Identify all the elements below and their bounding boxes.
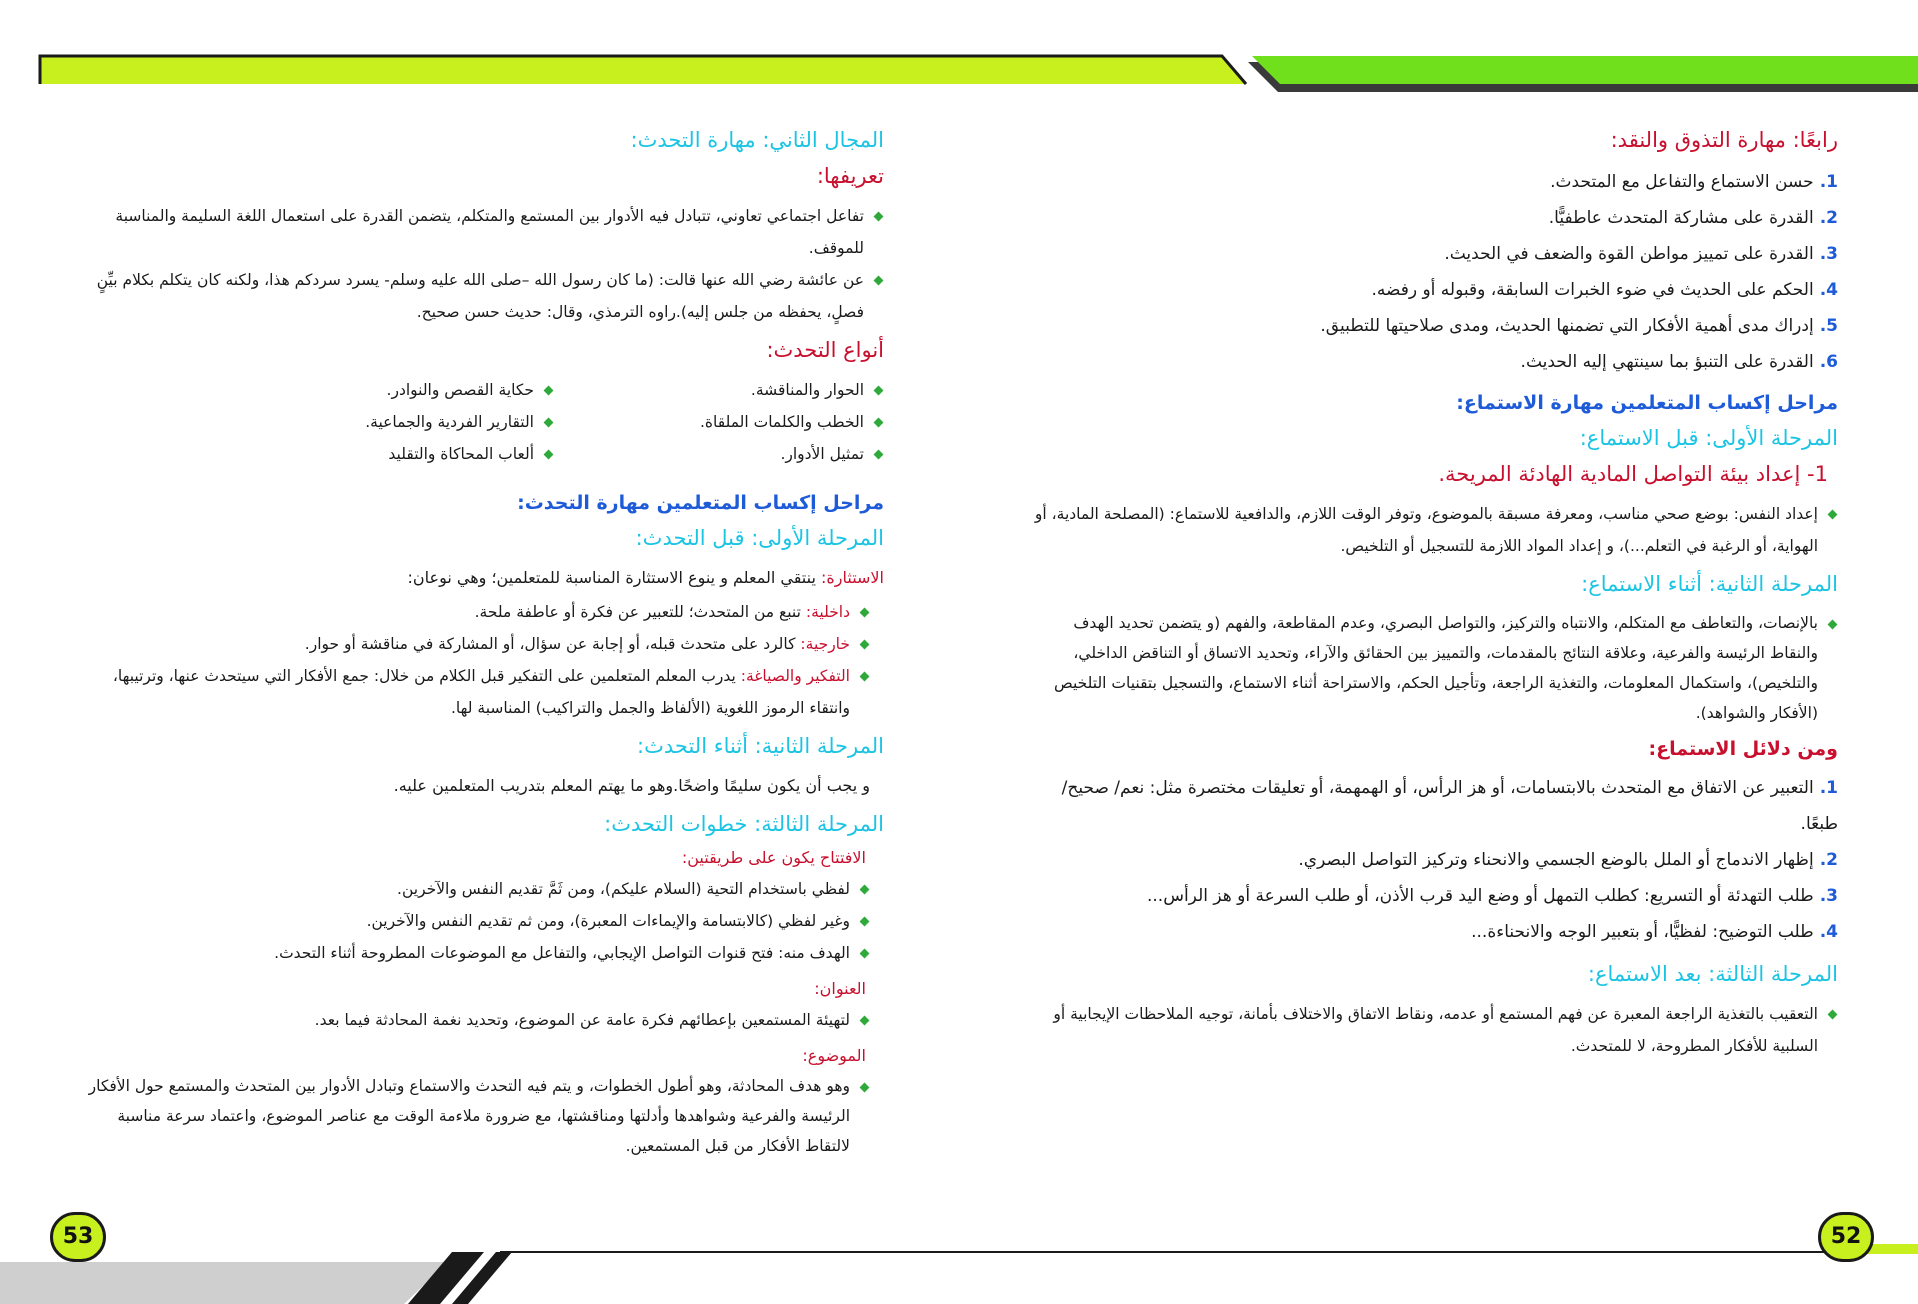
stimulus-paragraph	[72, 562, 884, 594]
list-item: 4.طلب التوضيح: لفظيًّا، أو بتعبير الوجه والانحناءة...	[1471, 922, 1838, 942]
page-number-left: 53	[50, 1212, 106, 1262]
header-band-right-green	[1252, 56, 1918, 84]
opening-list	[72, 873, 884, 969]
speaking-stages-title: مراحل إكساب المتعلمين مهارة التحدث:	[517, 492, 884, 514]
list-item: 3.طلب التهدئة أو التسريع: كطلب التمهل أو وضع اليد قرب الأذن، أو طلب السرعة أو هز الرأس...	[1147, 886, 1838, 906]
speaking-domain-title: المجال الثاني: مهارة التحدث:	[630, 128, 884, 152]
stimulus-list	[72, 596, 884, 724]
list-item: 4.الحكم على الحديث في ضوء الخبرات السابقة، وقبوله أو رفضه.	[1371, 280, 1838, 300]
speaking-stage-1-title: المرحلة الأولى: قبل التحدث:	[635, 526, 884, 550]
footer-wedge-left	[0, 1262, 448, 1304]
list-item: 2.القدرة على مشاركة المتحدث عاطفيًّا.	[1548, 208, 1838, 228]
list-item: وهو هدف المحادثة، وهو أطول الخطوات، و يتم فيه التحدث والاستماع وتبادل الأدوار بين المتحدث والمستمع حول الأفكار الرئيسة والفرعية وشواهدها وأدلتها ومناقشتها، مع ضرورة ملاءمة الوقت مع عناصر الموضوع، واعتماد سرعة مناسبة لالتقاط الأفكار من قبل المستمعين.	[72, 1071, 870, 1161]
listening-stage-2-list	[1030, 608, 1838, 728]
fourth-skill-list	[1030, 164, 1838, 380]
listening-signs-title: ومن دلائل الاستماع:	[1648, 738, 1838, 760]
page-53	[72, 128, 884, 1171]
stimulus-label: الاستثارة:	[820, 568, 884, 587]
topic-label: الموضوع:	[802, 1046, 866, 1065]
page-number-right: 52	[1818, 1212, 1874, 1262]
list-item: الهدف منه: فتح قنوات التواصل الإيجابي، والتفاعل مع الموضوعات المطروحة أثناء التحدث.	[72, 937, 870, 969]
listening-signs-list	[1030, 770, 1838, 950]
speaking-definition-list	[72, 200, 884, 328]
list-item: 5.إدراك مدى أهمية الأفكار التي تضمنها الحديث، ومدى صلاحيتها للتطبيق.	[1320, 316, 1838, 336]
list-item: وغير لفظي (كالابتسامة والإيماءات المعبرة)، ومن ثم تقديم النفس والآخرين.	[72, 905, 870, 937]
list-item: لتهيئة المستمعين بإعطائهم فكرة عامة عن الموضوع، وتحديد نغمة المحادثة فيما بعد.	[72, 1004, 870, 1036]
list-item: عن عائشة رضي الله عنها قالت: (ما كان رسول الله –صلى الله عليه وسلم- يسرد سردكم هذا، ولكنه كان يتكلم بكلام بيِّنٍ فصلٍ، يحفظه من جلس إليه).راوه الترمذي، وقال: حديث حسن صحيح.	[72, 264, 884, 328]
page-52	[1030, 128, 1838, 1072]
listening-stage-3-list	[1030, 998, 1838, 1062]
listening-stage-1-subtitle: 1- إعداد بيئة التواصل المادية الهادئة المريحة.	[1438, 462, 1828, 486]
listening-stages-title: مراحل إكساب المتعلمين مهارة الاستماع:	[1456, 392, 1838, 414]
list-item: 1.حسن الاستماع والتفاعل مع المتحدث.	[1550, 172, 1838, 192]
speaking-definition-title: تعريفها:	[816, 164, 884, 188]
listening-stage-3-title: المرحلة الثالثة: بعد الاستماع:	[1587, 962, 1838, 986]
list-item: 1.التعبير عن الاتفاق مع المتحدث بالابتسامات، أو هز الرأس، أو الهمهمة، أو تعليقات مختصرة مثل: نعم/ صحيح/ طبعًا.	[1061, 778, 1838, 834]
fourth-skill-title: رابعًا: مهارة التذوق والنقد:	[1610, 128, 1838, 152]
list-item: التفكير والصياغة: يدرب المعلم المتعلمين على التفكير قبل الكلام من خلال: جمع الأفكار التي سيتحدث عنها، وترتيبها، وانتقاء الرموز اللغوية (الألفاظ والجمل والتراكيب) المناسبة لها.	[72, 660, 870, 724]
list-item: 2.إظهار الاندماج أو الملل بالوضع الجسمي والانحناء وتركيز التواصل البصري.	[1298, 850, 1838, 870]
list-item: بالإنصات، والتعاطف مع المتكلم، والانتباه والتركيز، والتواصل البصري، وعدم المقاطعة، والفهم (و يتضمن تحديد الهدف والنقاط الرئيسة والفرعية، وعلاقة النتائج بالمقدمات، والتمييز بين الحقائق والآراء، وتحديد الاتساق أو التناقض الداخلي، والتلخيص)، واستكمال المعلومات، والتغذية الراجعة، وتأجيل الحكم، والاستراحة أثناء الاستماع، والتسجيل بتقنيات التلخيص (الأفكار والشواهد).	[1030, 608, 1838, 728]
title-list	[72, 1004, 884, 1036]
topic-list	[72, 1071, 884, 1161]
list-item: الخطب والكلمات الملقاة.	[574, 406, 884, 438]
speaking-stage-2-text: و يجب أن يكون سليمًا واضحًا.وهو ما يهتم المعلم بتدريب المتعلمين عليه.	[393, 776, 870, 795]
list-item: ألعاب المحاكاة والتقليد	[244, 438, 554, 470]
list-item: حكاية القصص والنوادر.	[244, 374, 554, 406]
stimulus-text: ينتقي المعلم و ينوع الاستثارة المناسبة للمتعلمين؛ وهي نوعان:	[407, 568, 821, 587]
title-label: العنوان:	[814, 979, 866, 998]
list-item: خارجية: كالرد على متحدث قبله، أو إجابة عن سؤال، أو المشاركة في مناقشة أو حوار.	[72, 628, 870, 660]
listening-stage-1-title: المرحلة الأولى: قبل الاستماع:	[1579, 426, 1838, 450]
list-item: تفاعل اجتماعي تعاوني، تتبادل فيه الأدوار بين المستمع والمتكلم، يتضمن القدرة على استعمال اللغة السليمة والمناسبة للموقف.	[72, 200, 884, 264]
listening-stage-2-title: المرحلة الثانية: أثناء الاستماع:	[1581, 572, 1838, 596]
opening-title: الافتتاح يكون على طريقتين:	[681, 848, 866, 867]
list-item: لفظي باستخدام التحية (السلام عليكم)، ومن ثَمَّ تقديم النفس والآخرين.	[72, 873, 870, 905]
list-item: الحوار والمناقشة.	[574, 374, 884, 406]
listening-stage-1-list	[1030, 498, 1838, 562]
list-item: التعقيب بالتغذية الراجعة المعبرة عن فهم المستمع أو عدمه، ونقاط الاتفاق والاختلاف بأمانة، توجيه الملاحظات الإيجابية أو السلبية للأفكار المطروحة، لا للمتحدث.	[1030, 998, 1838, 1062]
list-item: 3.القدرة على تمييز مواطن القوة والضعف في الحديث.	[1444, 244, 1838, 264]
speaking-stage-3-title: المرحلة الثالثة: خطوات التحدث:	[604, 812, 884, 836]
list-item: 6.القدرة على التنبؤ بما سينتهي إليه الحديث.	[1520, 352, 1838, 372]
speaking-types-list	[244, 374, 884, 470]
header-band-left	[40, 56, 1246, 84]
speaking-stage-2-title: المرحلة الثانية: أثناء التحدث:	[637, 734, 884, 758]
list-item: داخلية: تنبع من المتحدث؛ للتعبير عن فكرة أو عاطفة ملحة.	[72, 596, 870, 628]
list-item: تمثيل الأدوار.	[574, 438, 884, 470]
list-item: التقارير الفردية والجماعية.	[244, 406, 554, 438]
speaking-types-title: أنواع التحدث:	[766, 338, 884, 362]
list-item: إعداد النفس: بوضع صحي مناسب، ومعرفة مسبقة بالموضوع، وتوفر الوقت اللازم، والدافعية للاستماع: (المصلحة المادية، أو الهواية، أو الرغبة في التعلم...)، و إعداد المواد اللازمة للتسجيل أو التلخيص.	[1030, 498, 1838, 562]
